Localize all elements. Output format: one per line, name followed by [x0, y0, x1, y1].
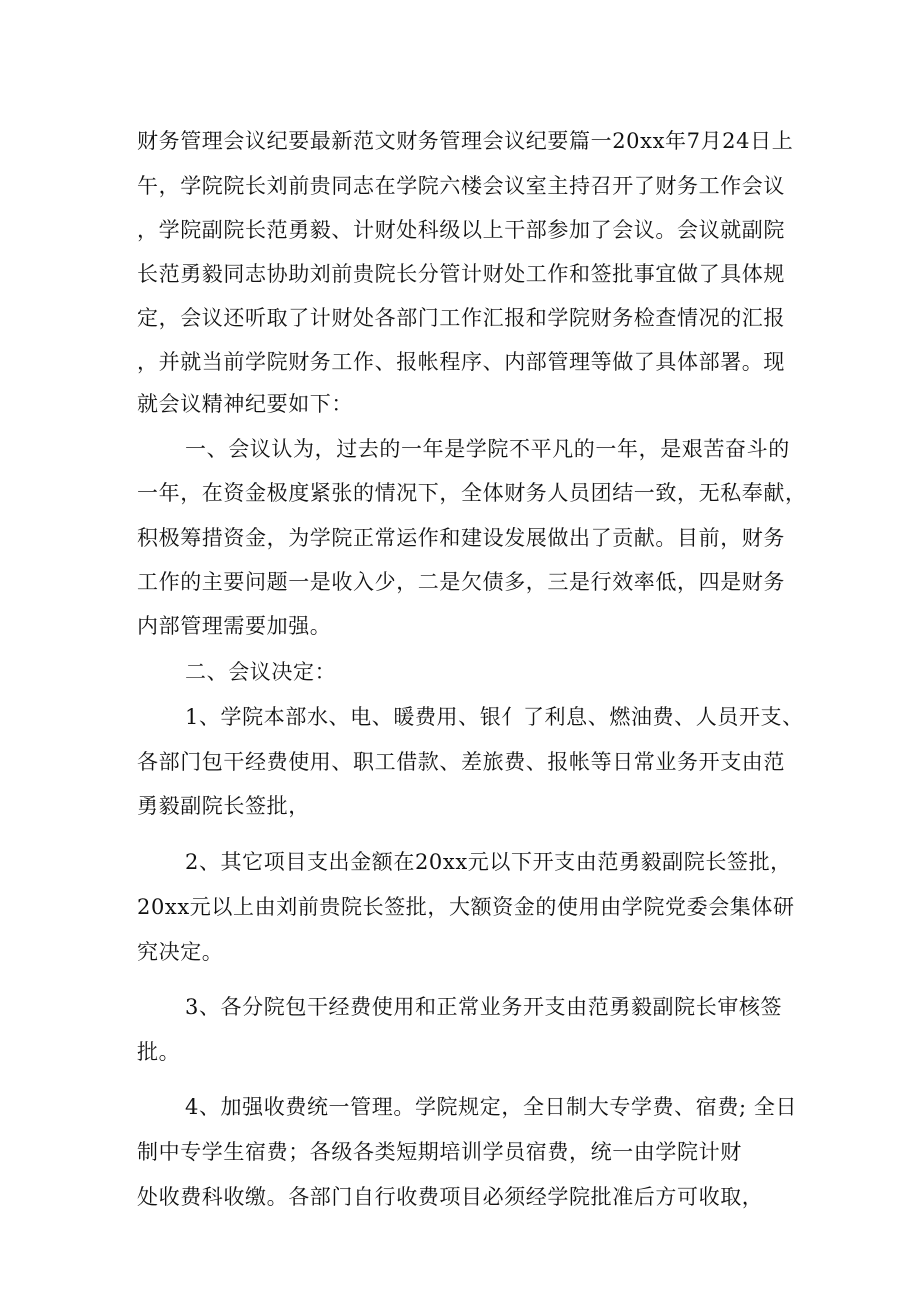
item2-line: 究决定。: [137, 940, 224, 964]
item4-line: 制中专学生宿费；各级各类短期培训学员宿费，统一由学院计财: [137, 1140, 742, 1164]
section1-line: 内部管理需要加强。: [137, 614, 332, 638]
section1-line: 积极筹措资金，为学院正常运作和建设发展做出了贡献。目前，财务: [137, 526, 785, 550]
intro-line: 长范勇毅同志协助刘前贵院长分管计财处工作和签批事宜做了具体规: [137, 262, 785, 286]
section1-line: 一年，在资金极度紧张的情况下，全体财务人员团结一致，无私奉献，: [137, 481, 807, 505]
intro-line: 就会议精神纪要如下：: [137, 392, 353, 416]
item3-line: 批。: [137, 1040, 181, 1064]
item3-line: 3、各分院包干经费使用和正常业务开支由范勇毅副院长审核签: [185, 995, 783, 1019]
intro-line: ，并就当前学院财务工作、报帐程序、内部管理等做了具体部署。现: [137, 350, 785, 374]
item4-line: 4、加强收费统一管理。学院规定，全日制大专学费、宿费; 全日: [185, 1095, 798, 1119]
item4-line: 处收费科收缴。各部门自行收费项目必须经学院批准后方可收取，: [137, 1185, 764, 1209]
intro-line: 财务管理会议纪要最新范文财务管理会议纪要篇一20xx年7月24日上: [137, 129, 794, 153]
item2-line: 2、其它项目支出金额在20xx元以下开支由范勇毅副院长签批，: [185, 850, 792, 874]
section1-line: 一、会议认为，过去的一年是学院不平凡的一年，是艰苦奋斗的: [185, 437, 790, 461]
section2-heading: 二、会议决定：: [185, 660, 337, 684]
item1-line: 1、学院本部水、电、暖费用、银亻了利息、燃油费、人员开支、: [185, 705, 804, 729]
item1-line: 各部门包干经费使用、职工借款、差旅费、报帐等日常业务开支由范: [137, 750, 785, 774]
item1-line: 勇毅副院长签批，: [137, 794, 310, 818]
section1-line: 工作的主要问题一是收入少，二是欠债多，三是行效率低，四是财务: [137, 570, 785, 594]
intro-line: 定，会议还听取了计财处各部门工作汇报和学院财务检查情况的汇报: [137, 306, 785, 330]
item2-line: 20xx元以上由刘前贵院长签批，大额资金的使用由学院党委会集体研: [137, 895, 795, 919]
intro-line: ，学院副院长范勇毅、计财处科级以上干部参加了会议。会议就副院: [137, 218, 785, 242]
intro-line: 午，学院院长刘前贵同志在学院六楼会议室主持召开了财务工作会议: [137, 174, 785, 198]
